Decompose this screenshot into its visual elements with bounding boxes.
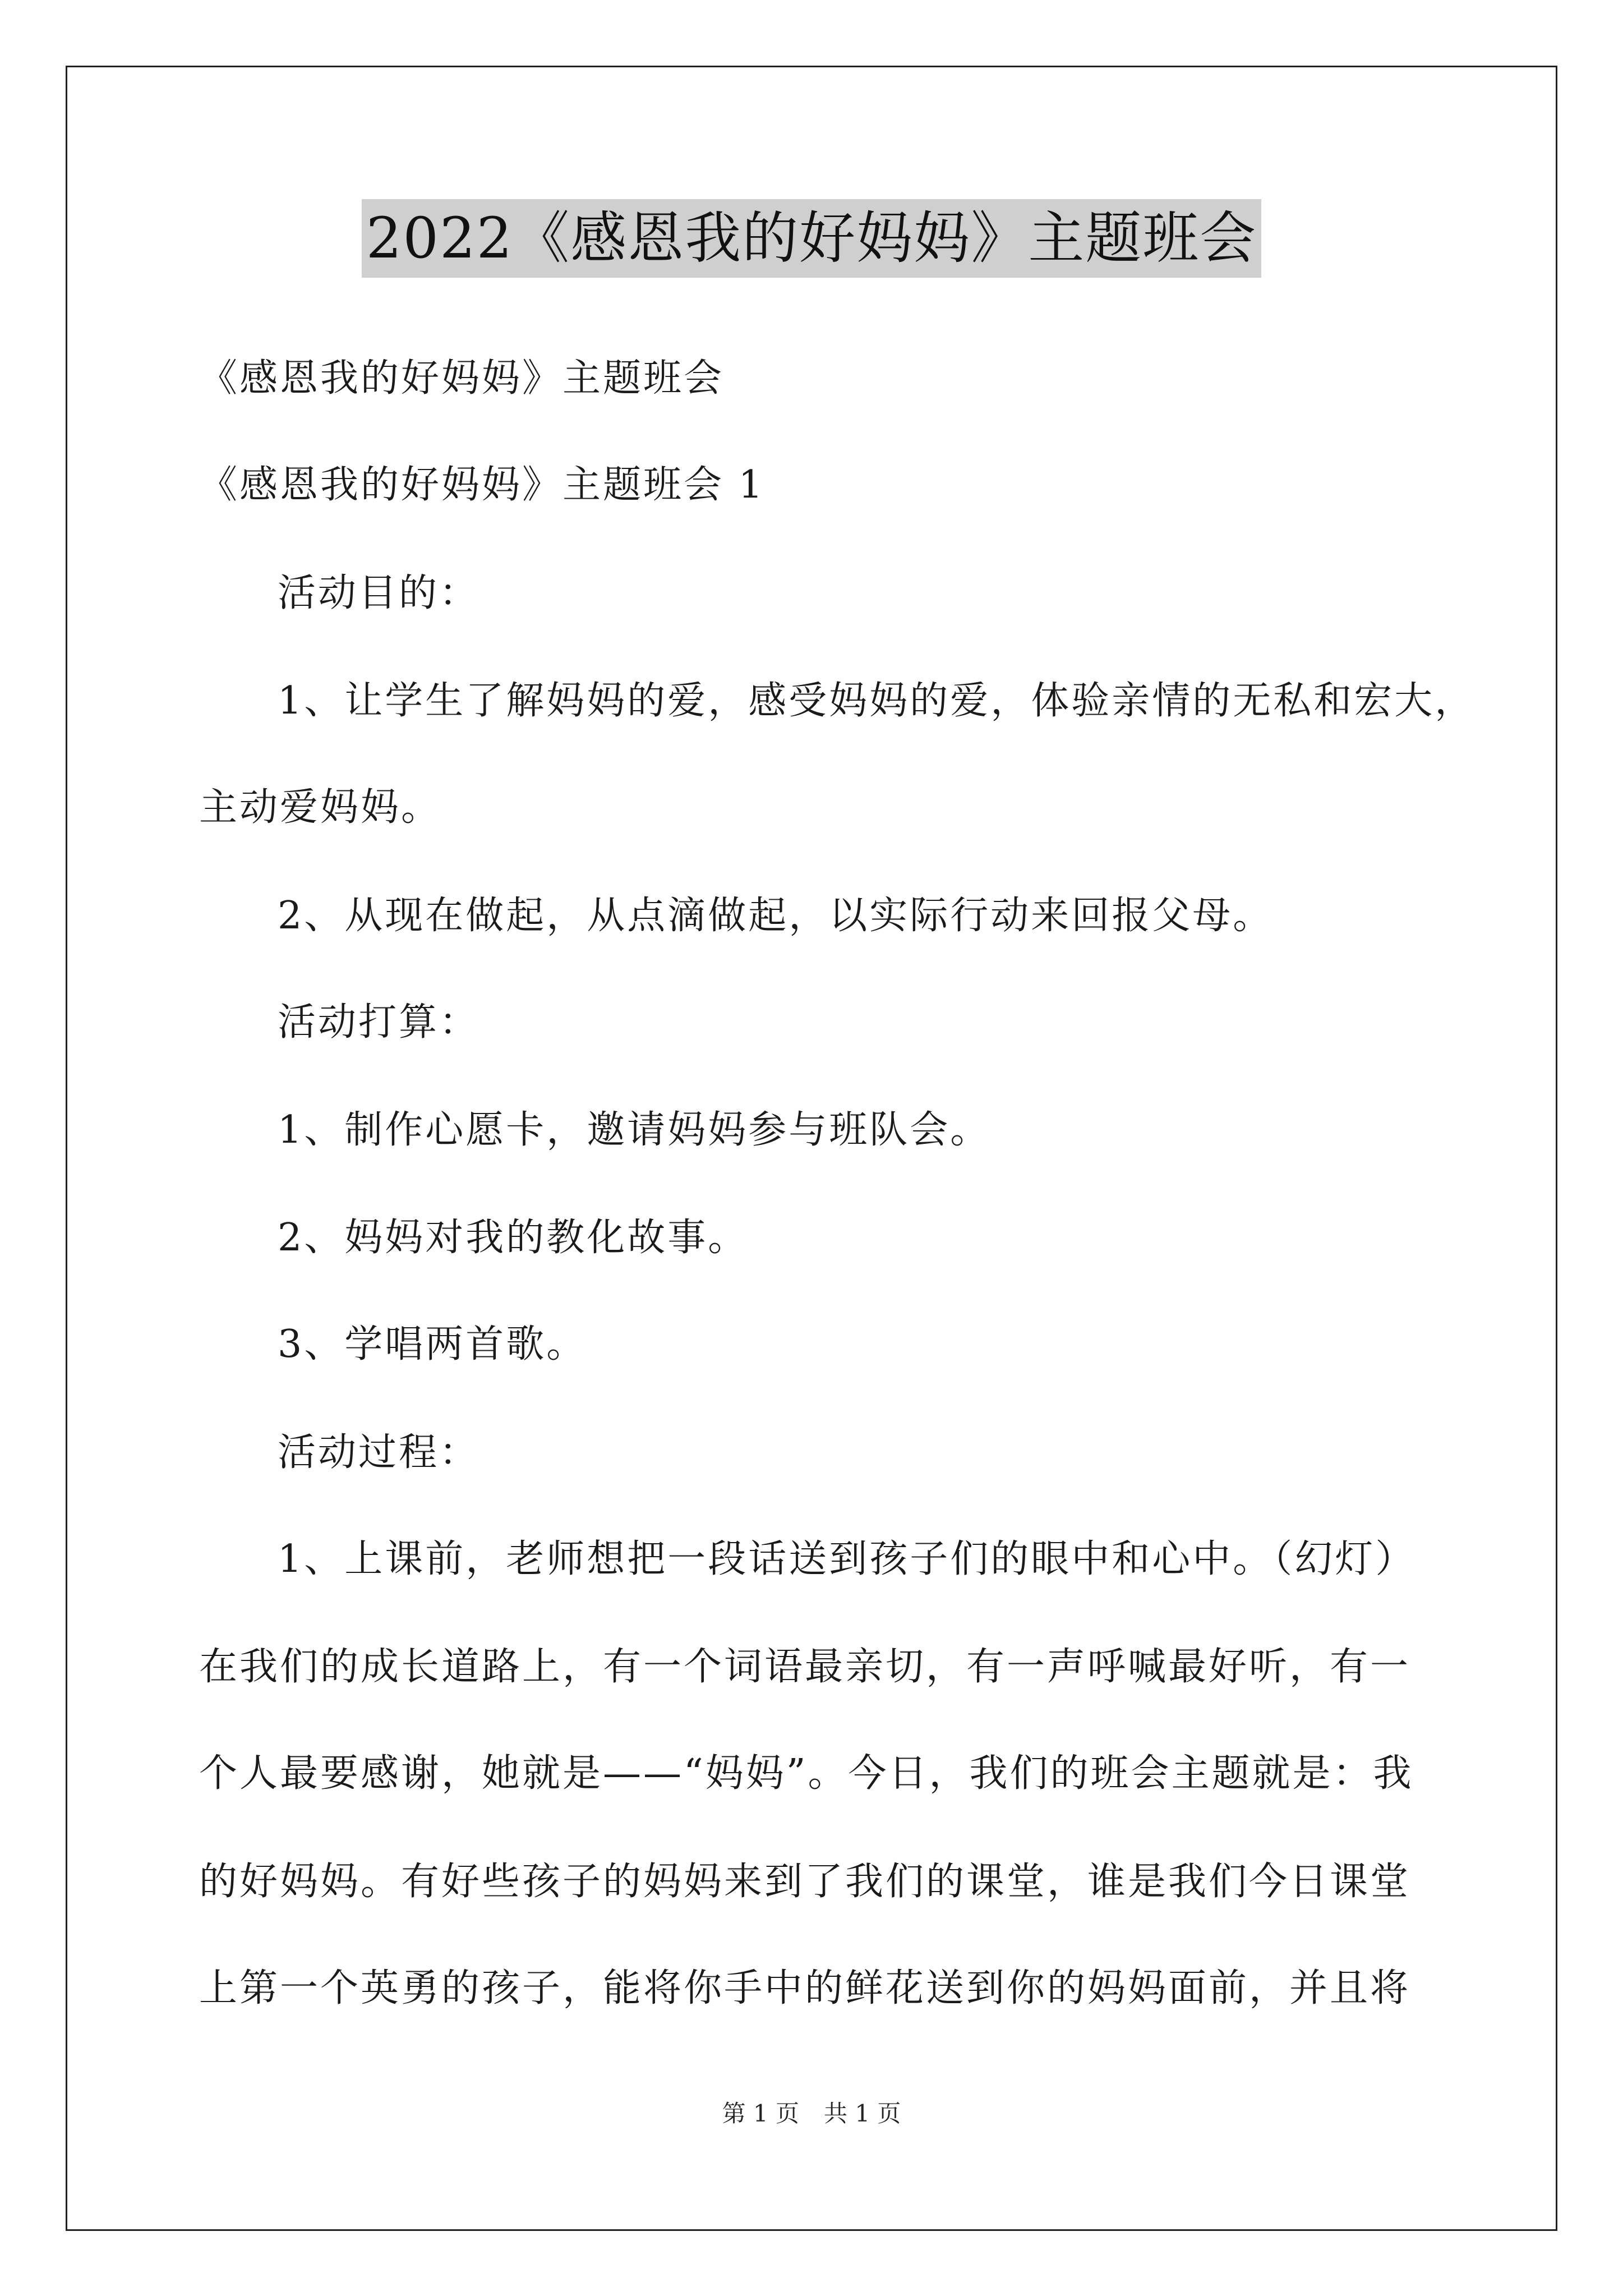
paragraph-line: 1、上课前，老师想把一段话送到孩子们的眼中和心中。（幻灯）	[278, 1537, 1416, 1581]
section-heading-preparation: 活动打算：	[278, 1000, 480, 1045]
page-footer	[0, 2097, 1623, 2131]
title-container	[0, 199, 1623, 278]
document-title: 2022《感恩我的好妈妈》主题班会	[362, 199, 1262, 278]
paragraph-line: 上第一个英勇的孩子，能将你手中的鲜花送到你的妈妈面前，并且将	[199, 1966, 1411, 2010]
paragraph-line: 2、妈妈对我的教化故事。	[278, 1216, 749, 1260]
paragraph-line: 2、从现在做起，从点滴做起，以实际行动来回报父母。	[278, 894, 1274, 938]
subheading-line: 《感恩我的好妈妈》主题班会 1	[199, 463, 765, 507]
page-total: 共 1 页	[824, 2100, 901, 2127]
section-heading-process: 活动过程：	[278, 1430, 480, 1475]
section-heading-purpose: 活动目的：	[278, 571, 480, 615]
paragraph-line: 个人最要感谢，她就是——“妈妈”。今日，我们的班会主题就是：我	[199, 1751, 1414, 1796]
page-number: 第 1 页	[722, 2100, 799, 2127]
paragraph-line: 3、学唱两首歌。	[278, 1322, 587, 1366]
paragraph-line: 1、让学生了解妈妈的爱，感受妈妈的爱，体验亲情的无私和宏大，	[278, 679, 1476, 723]
paragraph-line: 在我们的成长道路上，有一个词语最亲切，有一声呼喊最好听，有一	[199, 1645, 1411, 1689]
paragraph-line: 的好妈妈。有好些孩子的妈妈来到了我们的课堂，谁是我们今日课堂	[199, 1860, 1411, 1904]
paragraph-line: 主动爱妈妈。	[199, 785, 442, 830]
paragraph-line: 1、制作心愿卡，邀请妈妈参与班队会。	[278, 1108, 991, 1152]
heading-line: 《感恩我的好妈妈》主题班会	[199, 356, 725, 401]
